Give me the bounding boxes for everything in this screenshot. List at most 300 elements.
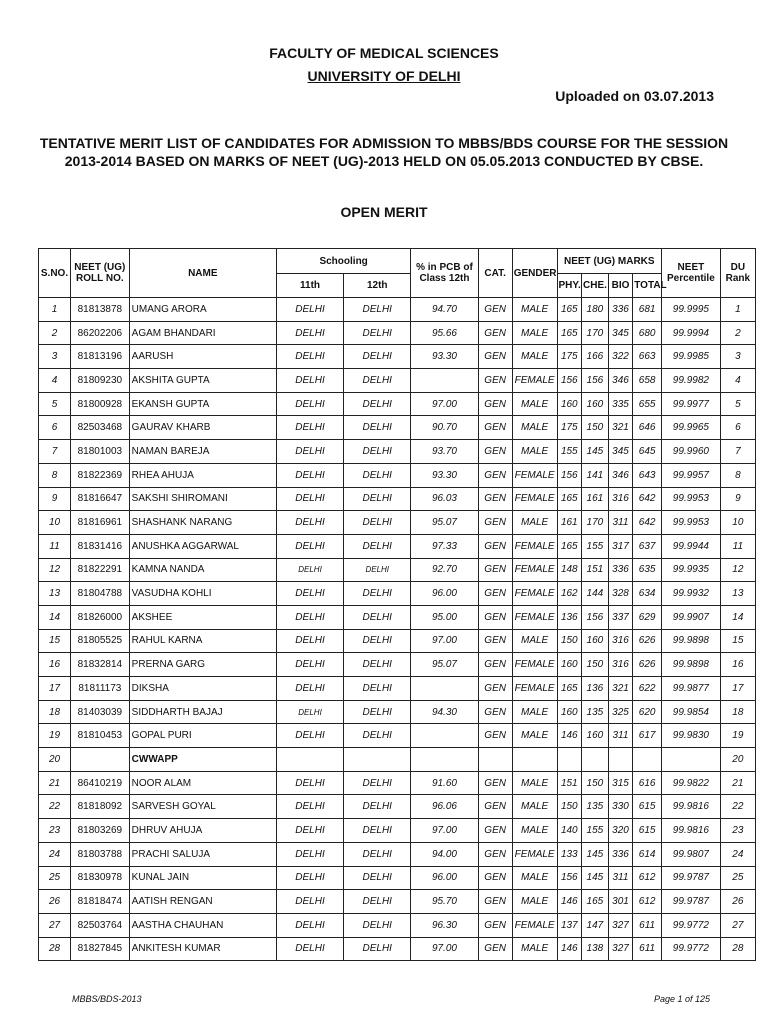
cell-roll: 81810453 [71, 724, 130, 748]
cell-bio: 336 [608, 298, 633, 322]
cell-category: GEN [478, 416, 512, 440]
cell-pcb: 94.70 [411, 298, 478, 322]
cell-name: RAHUL KARNA [129, 629, 276, 653]
cell-che: 160 [582, 392, 609, 416]
cell-percentile: 99.9953 [662, 487, 721, 511]
cell-schooling-11th: DELHI [276, 392, 343, 416]
cell-total: 626 [633, 653, 662, 677]
cell-sno: 20 [39, 748, 71, 772]
cell-bio: 330 [608, 795, 633, 819]
cell-du-rank: 20 [720, 748, 755, 772]
cell-phy: 160 [557, 653, 582, 677]
cell-phy: 156 [557, 463, 582, 487]
cell-phy: 133 [557, 842, 582, 866]
cell-roll: 81816961 [71, 511, 130, 535]
cell-category: GEN [478, 534, 512, 558]
cell-percentile: 99.9816 [662, 819, 721, 843]
cell-total: 615 [633, 819, 662, 843]
cell-bio: 328 [608, 582, 633, 606]
cell-total: 612 [633, 866, 662, 890]
cell-name: ANKITESH KUMAR [129, 937, 276, 961]
cell-total: 646 [633, 416, 662, 440]
cell-sno: 22 [39, 795, 71, 819]
cell-percentile: 99.9816 [662, 795, 721, 819]
cell-name: PRERNA GARG [129, 653, 276, 677]
cell-sno: 9 [39, 487, 71, 511]
cell-total: 611 [633, 913, 662, 937]
cell-total: 658 [633, 369, 662, 393]
cell-sno: 3 [39, 345, 71, 369]
cell-bio: 316 [608, 487, 633, 511]
col-name: NAME [129, 249, 276, 298]
cell-category: GEN [478, 558, 512, 582]
cell-bio: 311 [608, 866, 633, 890]
cell-phy: 165 [557, 487, 582, 511]
cell-total: 663 [633, 345, 662, 369]
cell-bio: 325 [608, 700, 633, 724]
cell-schooling-11th: DELHI [276, 487, 343, 511]
cell-du-rank: 15 [720, 629, 755, 653]
cell-du-rank: 18 [720, 700, 755, 724]
merit-list-table [38, 248, 756, 961]
cell-phy: 148 [557, 558, 582, 582]
cell-schooling-12th: DELHI [344, 298, 411, 322]
table-body [39, 298, 756, 961]
cell-du-rank: 25 [720, 866, 755, 890]
cell-schooling-12th: DELHI [344, 487, 411, 511]
cell-bio: 321 [608, 416, 633, 440]
col-percentile: NEET Percentile [662, 249, 721, 298]
cell-phy: 155 [557, 440, 582, 464]
cell-schooling-11th: DELHI [276, 321, 343, 345]
cell-phy: 165 [557, 321, 582, 345]
cell-phy: 156 [557, 369, 582, 393]
cell-schooling-11th [276, 748, 343, 772]
col-phy: PHY. [557, 274, 582, 298]
cell-roll: 81805525 [71, 629, 130, 653]
cell-category: GEN [478, 890, 512, 914]
cell-category: GEN [478, 440, 512, 464]
cell-category: GEN [478, 771, 512, 795]
cell-du-rank: 4 [720, 369, 755, 393]
cell-total: 642 [633, 487, 662, 511]
cell-che: 160 [582, 724, 609, 748]
cell-percentile: 99.9985 [662, 345, 721, 369]
table-row [39, 771, 756, 795]
cell-roll: 81803788 [71, 842, 130, 866]
cell-total: 680 [633, 321, 662, 345]
table-row [39, 937, 756, 961]
cell-sno: 2 [39, 321, 71, 345]
cell-percentile: 99.9994 [662, 321, 721, 345]
cell-roll [71, 748, 130, 772]
table-row [39, 605, 756, 629]
cell-name: NAMAN BAREJA [129, 440, 276, 464]
cell-gender: MALE [512, 345, 557, 369]
cell-bio: 335 [608, 392, 633, 416]
cell-che: 170 [582, 511, 609, 535]
cell-roll: 81831416 [71, 534, 130, 558]
cell-name: SHASHANK NARANG [129, 511, 276, 535]
cell-gender: MALE [512, 298, 557, 322]
col-gender: GENDER [512, 249, 557, 298]
cell-pcb: 96.00 [411, 582, 478, 606]
cell-total: 617 [633, 724, 662, 748]
cell-schooling-11th: DELHI [276, 724, 343, 748]
cell-total: 681 [633, 298, 662, 322]
cell-pcb: 95.07 [411, 511, 478, 535]
cell-du-rank: 1 [720, 298, 755, 322]
cell-pcb: 97.00 [411, 629, 478, 653]
cell-name: AGAM BHANDARI [129, 321, 276, 345]
table-row [39, 463, 756, 487]
cell-sno: 25 [39, 866, 71, 890]
cell-sno: 5 [39, 392, 71, 416]
col-neet-marks: NEET (UG) MARKS [557, 249, 662, 274]
cell-sno: 24 [39, 842, 71, 866]
cell-che: 150 [582, 416, 609, 440]
cell-name: AKSHEE [129, 605, 276, 629]
cell-category: GEN [478, 653, 512, 677]
table-header [39, 249, 756, 298]
cell-phy: 136 [557, 605, 582, 629]
cell-pcb: 95.00 [411, 605, 478, 629]
cell-sno: 14 [39, 605, 71, 629]
table-row [39, 748, 756, 772]
table-row [39, 795, 756, 819]
cell-percentile: 99.9772 [662, 937, 721, 961]
cell-schooling-12th: DELHI [344, 700, 411, 724]
cell-phy [557, 748, 582, 772]
cell-du-rank: 16 [720, 653, 755, 677]
cell-schooling-11th: DELHI [276, 629, 343, 653]
cell-bio: 336 [608, 842, 633, 866]
cell-gender [512, 748, 557, 772]
cell-schooling-12th: DELHI [344, 653, 411, 677]
cell-name: GAURAV KHARB [129, 416, 276, 440]
cell-che: 150 [582, 771, 609, 795]
cell-schooling-11th: DELHI [276, 937, 343, 961]
cell-du-rank: 6 [720, 416, 755, 440]
table-row [39, 866, 756, 890]
cell-phy: 150 [557, 629, 582, 653]
cell-pcb: 96.00 [411, 866, 478, 890]
cell-du-rank: 19 [720, 724, 755, 748]
cell-du-rank: 13 [720, 582, 755, 606]
cell-schooling-12th: DELHI [344, 416, 411, 440]
cell-gender: MALE [512, 511, 557, 535]
table-row [39, 321, 756, 345]
cell-category: GEN [478, 842, 512, 866]
cell-che: 144 [582, 582, 609, 606]
cell-gender: MALE [512, 795, 557, 819]
cell-category: GEN [478, 866, 512, 890]
table-row [39, 416, 756, 440]
cell-phy: 151 [557, 771, 582, 795]
table-row [39, 440, 756, 464]
table-row [39, 558, 756, 582]
cell-pcb: 94.00 [411, 842, 478, 866]
cell-che: 145 [582, 440, 609, 464]
cell-roll: 81809230 [71, 369, 130, 393]
cell-name: KAMNA NANDA [129, 558, 276, 582]
table-row [39, 653, 756, 677]
cell-bio: 346 [608, 369, 633, 393]
cell-sno: 8 [39, 463, 71, 487]
cell-schooling-12th: DELHI [344, 463, 411, 487]
cell-roll: 82503764 [71, 913, 130, 937]
cell-percentile: 99.9944 [662, 534, 721, 558]
cell-che: 145 [582, 866, 609, 890]
cell-total: 629 [633, 605, 662, 629]
cell-schooling-12th [344, 748, 411, 772]
cell-pcb: 97.00 [411, 937, 478, 961]
cell-roll: 81818092 [71, 795, 130, 819]
cell-total: 622 [633, 677, 662, 701]
cell-phy: 150 [557, 795, 582, 819]
cell-gender: FEMALE [512, 653, 557, 677]
cell-schooling-11th: DELHI [276, 795, 343, 819]
cell-du-rank: 27 [720, 913, 755, 937]
cell-roll: 86410219 [71, 771, 130, 795]
cell-percentile: 99.9977 [662, 392, 721, 416]
table-row [39, 534, 756, 558]
cell-roll: 81818474 [71, 890, 130, 914]
cell-schooling-11th: DELHI [276, 677, 343, 701]
cell-du-rank: 22 [720, 795, 755, 819]
cell-pcb: 92.70 [411, 558, 478, 582]
cell-bio: 327 [608, 937, 633, 961]
table-row [39, 369, 756, 393]
faculty-heading: FACULTY OF MEDICAL SCIENCES [269, 45, 499, 61]
cell-pcb [411, 369, 478, 393]
cell-schooling-11th: DELHI [276, 416, 343, 440]
cell-du-rank: 14 [720, 605, 755, 629]
cell-percentile: 99.9772 [662, 913, 721, 937]
cell-roll: 82503468 [71, 416, 130, 440]
cell-gender: FEMALE [512, 534, 557, 558]
university-name: UNIVERSITY OF DELHI [307, 68, 461, 84]
cell-phy: 175 [557, 416, 582, 440]
cell-category: GEN [478, 605, 512, 629]
cell-che: 165 [582, 890, 609, 914]
cell-du-rank: 11 [720, 534, 755, 558]
cell-schooling-12th: DELHI [344, 558, 411, 582]
cell-sno: 1 [39, 298, 71, 322]
cell-gender: FEMALE [512, 842, 557, 866]
cell-name: AKSHITA GUPTA [129, 369, 276, 393]
cell-gender: FEMALE [512, 582, 557, 606]
cell-category: GEN [478, 392, 512, 416]
cell-schooling-11th: DELHI [276, 582, 343, 606]
cell-sno: 10 [39, 511, 71, 535]
cell-pcb: 96.30 [411, 913, 478, 937]
cell-sno: 16 [39, 653, 71, 677]
cell-roll: 81830978 [71, 866, 130, 890]
cell-total [633, 748, 662, 772]
cell-category: GEN [478, 629, 512, 653]
cell-pcb [411, 748, 478, 772]
cell-sno: 7 [39, 440, 71, 464]
cell-total: 655 [633, 392, 662, 416]
cell-name: AARUSH [129, 345, 276, 369]
footer-course: MBBS/BDS-2013 [72, 994, 142, 1004]
cell-roll: 81822291 [71, 558, 130, 582]
cell-schooling-12th: DELHI [344, 369, 411, 393]
cell-name: RHEA AHUJA [129, 463, 276, 487]
cell-che: 155 [582, 819, 609, 843]
cell-sno: 27 [39, 913, 71, 937]
cell-name: DIKSHA [129, 677, 276, 701]
cell-sno: 28 [39, 937, 71, 961]
cell-total: 635 [633, 558, 662, 582]
cell-du-rank: 12 [720, 558, 755, 582]
cell-gender: FEMALE [512, 369, 557, 393]
cell-schooling-12th: DELHI [344, 913, 411, 937]
cell-phy: 160 [557, 700, 582, 724]
cell-percentile: 99.9935 [662, 558, 721, 582]
cell-category: GEN [478, 487, 512, 511]
cell-gender: FEMALE [512, 605, 557, 629]
cell-roll: 86202206 [71, 321, 130, 345]
cell-gender: MALE [512, 392, 557, 416]
cell-percentile: 99.9898 [662, 629, 721, 653]
cell-total: 645 [633, 440, 662, 464]
cell-total: 612 [633, 890, 662, 914]
cell-che: 136 [582, 677, 609, 701]
table-row [39, 487, 756, 511]
cell-che: 135 [582, 795, 609, 819]
cell-schooling-11th: DELHI [276, 890, 343, 914]
cell-roll: 81801003 [71, 440, 130, 464]
cell-phy: 165 [557, 534, 582, 558]
cell-che: 147 [582, 913, 609, 937]
cell-che: 161 [582, 487, 609, 511]
cell-phy: 156 [557, 866, 582, 890]
cell-roll: 81826000 [71, 605, 130, 629]
cell-che: 138 [582, 937, 609, 961]
upload-date: Uploaded on 03.07.2013 [555, 88, 714, 104]
cell-gender: FEMALE [512, 487, 557, 511]
cell-schooling-12th: DELHI [344, 890, 411, 914]
col-total: TOTAL [633, 274, 662, 298]
cell-roll: 81816647 [71, 487, 130, 511]
cell-pcb: 97.00 [411, 819, 478, 843]
cell-category: GEN [478, 321, 512, 345]
cell-pcb: 94.30 [411, 700, 478, 724]
cell-du-rank: 8 [720, 463, 755, 487]
cell-bio: 346 [608, 463, 633, 487]
cell-name: UMANG ARORA [129, 298, 276, 322]
cell-sno: 17 [39, 677, 71, 701]
cell-phy: 146 [557, 724, 582, 748]
cell-bio: 337 [608, 605, 633, 629]
cell-gender: FEMALE [512, 913, 557, 937]
table-row [39, 582, 756, 606]
cell-name: CWWAPP [129, 748, 276, 772]
cell-name: VASUDHA KOHLI [129, 582, 276, 606]
cell-schooling-12th: DELHI [344, 866, 411, 890]
cell-schooling-11th: DELHI [276, 345, 343, 369]
cell-percentile [662, 748, 721, 772]
cell-name: NOOR ALAM [129, 771, 276, 795]
cell-che: 141 [582, 463, 609, 487]
cell-percentile: 99.9822 [662, 771, 721, 795]
cell-schooling-12th: DELHI [344, 771, 411, 795]
cell-du-rank: 10 [720, 511, 755, 535]
cell-pcb: 95.66 [411, 321, 478, 345]
cell-gender: FEMALE [512, 558, 557, 582]
cell-bio: 311 [608, 511, 633, 535]
cell-bio: 320 [608, 819, 633, 843]
cell-che: 160 [582, 629, 609, 653]
col-che: CHE. [582, 274, 609, 298]
cell-category: GEN [478, 819, 512, 843]
cell-du-rank: 2 [720, 321, 755, 345]
cell-schooling-11th: DELHI [276, 819, 343, 843]
cell-gender: MALE [512, 416, 557, 440]
cell-gender: MALE [512, 724, 557, 748]
table-row [39, 677, 756, 701]
cell-bio: 336 [608, 558, 633, 582]
col-roll: NEET (UG) ROLL NO. [71, 249, 130, 298]
cell-gender: MALE [512, 440, 557, 464]
col-pcb: % in PCB of Class 12th [411, 249, 478, 298]
cell-total: 642 [633, 511, 662, 535]
table-row [39, 724, 756, 748]
cell-gender: MALE [512, 771, 557, 795]
cell-category: GEN [478, 511, 512, 535]
cell-total: 626 [633, 629, 662, 653]
cell-phy: 162 [557, 582, 582, 606]
cell-phy: 137 [557, 913, 582, 937]
title-line-2: 2013-2014 BASED ON MARKS OF NEET (UG)-2013 HELD ON 05.05.2013 CONDUCTED BY CBSE. [64, 153, 704, 169]
col-schooling: Schooling [276, 249, 410, 274]
cell-schooling-11th: DELHI [276, 369, 343, 393]
cell-pcb: 95.70 [411, 890, 478, 914]
cell-che: 150 [582, 653, 609, 677]
cell-sno: 23 [39, 819, 71, 843]
cell-schooling-12th: DELHI [344, 937, 411, 961]
cell-roll: 81804788 [71, 582, 130, 606]
cell-pcb: 97.00 [411, 392, 478, 416]
cell-gender: MALE [512, 819, 557, 843]
cell-total: 620 [633, 700, 662, 724]
col-sno: S.NO. [39, 249, 71, 298]
cell-category: GEN [478, 677, 512, 701]
cell-bio: 345 [608, 440, 633, 464]
cell-percentile: 99.9957 [662, 463, 721, 487]
cell-category: GEN [478, 369, 512, 393]
cell-pcb: 95.07 [411, 653, 478, 677]
cell-bio: 316 [608, 629, 633, 653]
cell-category: GEN [478, 345, 512, 369]
cell-che [582, 748, 609, 772]
cell-du-rank: 24 [720, 842, 755, 866]
cell-percentile: 99.9854 [662, 700, 721, 724]
cell-percentile: 99.9995 [662, 298, 721, 322]
cell-category: GEN [478, 724, 512, 748]
cell-percentile: 99.9807 [662, 842, 721, 866]
cell-roll: 81827845 [71, 937, 130, 961]
cell-phy: 165 [557, 677, 582, 701]
table-row [39, 890, 756, 914]
cell-percentile: 99.9898 [662, 653, 721, 677]
cell-che: 156 [582, 369, 609, 393]
cell-che: 156 [582, 605, 609, 629]
cell-total: 643 [633, 463, 662, 487]
cell-percentile: 99.9877 [662, 677, 721, 701]
